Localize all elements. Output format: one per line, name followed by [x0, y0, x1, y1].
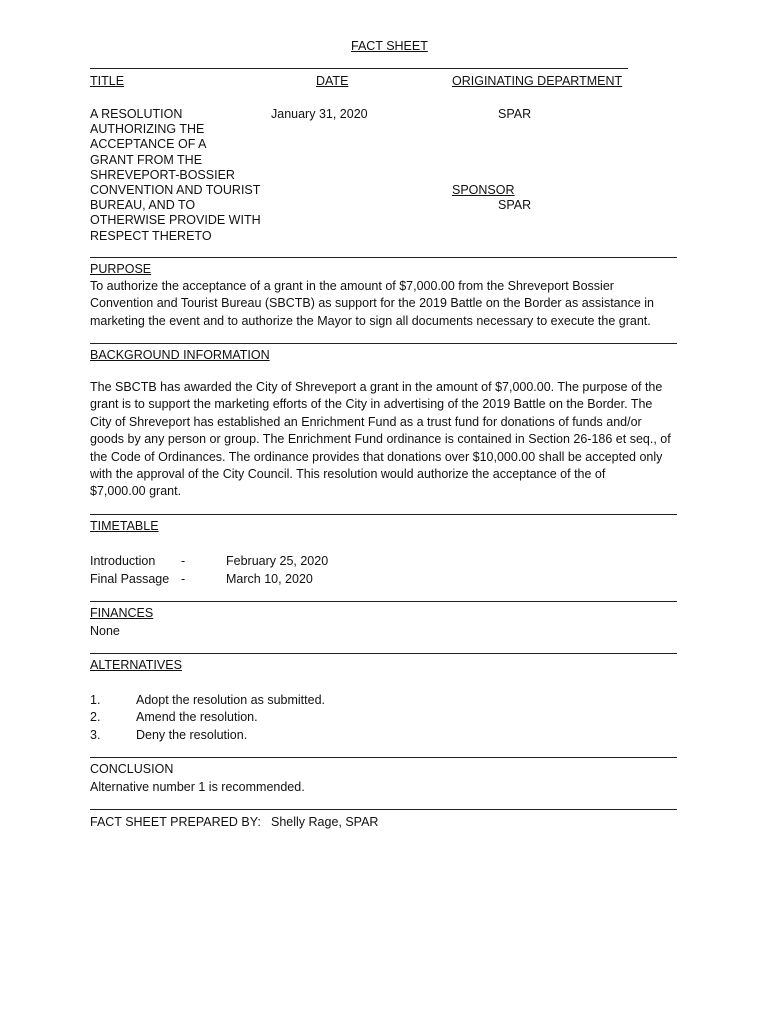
timetable-date-introduction: February 25, 2020	[226, 554, 329, 568]
sponsor-label: SPONSOR	[452, 183, 515, 197]
background-line: with the approval of the City Council. This resolution would authorize the acceptance of the of	[90, 467, 606, 482]
sponsor-value: SPAR	[498, 198, 532, 212]
timetable-dash: -	[181, 554, 186, 568]
background-line: goods by any person or group. The Enrichment Fund ordinance is contained in Section 26-186 et seq., of	[90, 432, 671, 447]
background-heading: BACKGROUND INFORMATION	[90, 348, 270, 362]
department-value: SPAR	[498, 107, 532, 121]
timetable-heading: TIMETABLE	[90, 519, 159, 533]
purpose-heading: PURPOSE	[90, 262, 152, 276]
resolution-title-line: A RESOLUTION	[90, 107, 183, 121]
date-column-label: DATE	[316, 74, 349, 88]
purpose-line: Convention and Tourist Bureau (SBCTB) as support for the 2019 Battle on the Border as assistance in	[90, 296, 654, 311]
section-divider	[90, 257, 677, 258]
alternatives-heading: ALTERNATIVES	[90, 658, 182, 672]
resolution-title-line: BUREAU, AND TO	[90, 198, 196, 213]
background-line: The SBCTB has awarded the City of Shreveport a grant in the amount of $7,000.00. The purpose of the	[90, 380, 663, 394]
finances-heading: FINANCES	[90, 606, 154, 620]
alternative-text: Amend the resolution.	[136, 710, 258, 724]
date-value: January 31, 2020	[271, 107, 368, 121]
timetable-label-final-passage: Final Passage	[90, 572, 170, 586]
background-line: City of Shreveport has established an Enrichment Fund as a trust fund for donations of funds and/or	[90, 414, 642, 429]
resolution-title-line: OTHERWISE PROVIDE WITH	[90, 213, 261, 228]
resolution-title-line: SHREVEPORT-BOSSIER	[90, 167, 235, 182]
header-divider	[90, 68, 628, 69]
document-title: FACT SHEET	[351, 39, 428, 53]
alternative-text: Deny the resolution.	[136, 728, 248, 742]
resolution-title-line: RESPECT THERETO	[90, 228, 212, 243]
prepared-by-value: Shelly Rage, SPAR	[271, 815, 379, 829]
resolution-title-line: CONVENTION AND TOURIST	[90, 183, 261, 198]
resolution-title-line: ACCEPTANCE OF A	[90, 137, 207, 152]
section-divider	[90, 601, 677, 602]
department-column-label: ORIGINATING DEPARTMENT	[452, 74, 623, 88]
purpose-line: marketing the event and to authorize the Mayor to sign all documents necessary to execute the grant.	[90, 313, 651, 328]
alternative-number: 1.	[90, 693, 101, 707]
resolution-title	[90, 107, 265, 244]
finances-value: None	[90, 624, 120, 638]
resolution-title-line: AUTHORIZING THE	[90, 122, 205, 137]
alternative-number: 3.	[90, 728, 101, 742]
background-line: $7,000.00 grant.	[90, 484, 182, 499]
background-line: the Code of Ordinances. The ordinance provides that donations over $10,000.00 shall be accepted only	[90, 449, 663, 464]
resolution-title-line: GRANT FROM THE	[90, 152, 203, 167]
section-divider	[90, 514, 677, 515]
purpose-text	[90, 278, 680, 330]
section-divider	[90, 809, 677, 810]
alternative-text: Adopt the resolution as submitted.	[136, 693, 326, 707]
title-column-label: TITLE	[90, 74, 125, 88]
section-divider	[90, 343, 677, 344]
purpose-line: To authorize the acceptance of a grant in the amount of $7,000.00 from the Shreveport Bossier	[90, 279, 614, 293]
background-line: grant is to support the marketing efforts of the City in advertising of the 2019 Battle on the Border. The	[90, 397, 653, 412]
prepared-by-label: FACT SHEET PREPARED BY:	[90, 815, 261, 829]
alternative-number: 2.	[90, 710, 101, 724]
section-divider	[90, 757, 677, 758]
section-divider	[90, 653, 677, 654]
conclusion-text: Alternative number 1 is recommended.	[90, 780, 305, 794]
timetable-date-final-passage: March 10, 2020	[226, 572, 313, 586]
conclusion-heading: CONCLUSION	[90, 762, 174, 776]
timetable-label-introduction: Introduction	[90, 554, 156, 568]
background-text	[90, 379, 680, 501]
timetable-dash: -	[181, 572, 186, 586]
